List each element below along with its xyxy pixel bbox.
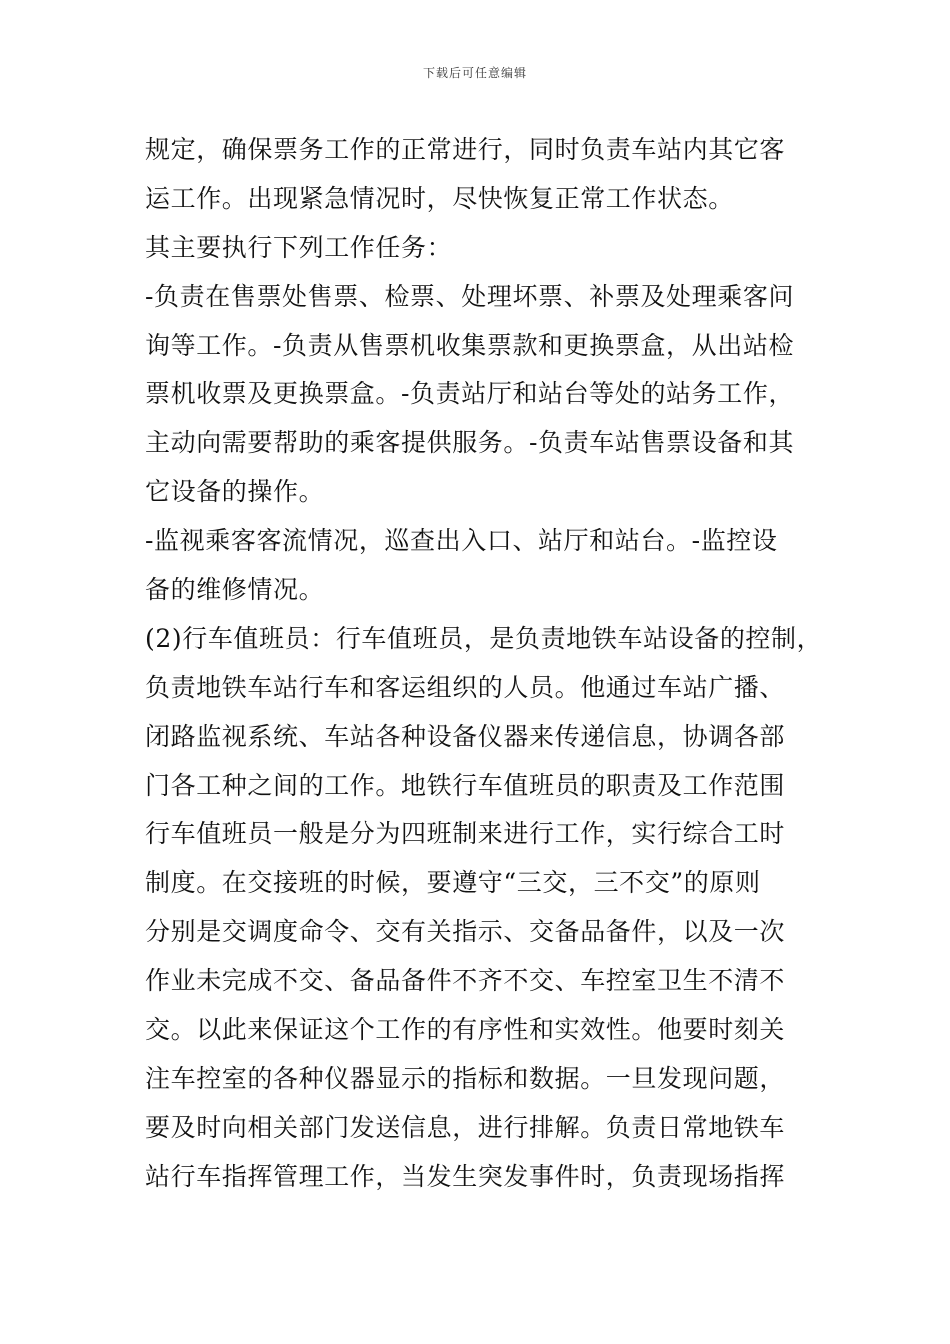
text-line: 制度。在交接班的时候，要遵守“三交，三不交”的原则 xyxy=(145,868,761,898)
text-line: 备的维修情况。 xyxy=(145,575,325,605)
text-line: 它设备的操作。 xyxy=(145,477,325,507)
text-line: 负责地铁车站行车和客运组织的人员。他通过车站广播、 xyxy=(145,672,786,702)
text-line: 作业未完成不交、备品备件不齐不交、车控室卫生不清不 xyxy=(145,966,786,996)
text-line: 分别是交调度命令、交有关指示、交备品备件，以及一次 xyxy=(145,917,786,947)
text-line: 闭路监视系统、车站各种设备仪器来传递信息，协调各部 xyxy=(145,721,786,751)
text-line: 站行车指挥管理工作，当发生突发事件时，负责现场指挥 xyxy=(145,1161,786,1191)
text-line: (2)行车值班员：行车值班员，是负责地铁车站设备的控制， xyxy=(145,623,823,653)
text-line: 注车控室的各种仪器显示的指标和数据。一旦发现问题， xyxy=(145,1063,786,1093)
text-line: 其主要执行下列工作任务： xyxy=(145,232,453,262)
text-line: 交。以此来保证这个工作的有序性和实效性。他要时刻关 xyxy=(145,1015,786,1045)
text-line: 主动向需要帮助的乘客提供服务。-负责车站售票设备和其 xyxy=(145,428,795,458)
body-text xyxy=(145,126,825,1202)
text-line: 票机收票及更换票盒。-负责站厅和站台等处的站务工作， xyxy=(145,379,795,409)
text-line: 行车值班员一般是分为四班制来进行工作，实行综合工时 xyxy=(145,819,786,849)
text-line: -监视乘客客流情况，巡查出入口、站厅和站台。-监控设 xyxy=(145,526,778,556)
text-line: 要及时向相关部门发送信息，进行排解。负责日常地铁车 xyxy=(145,1112,786,1142)
text-line: -负责在售票处售票、检票、处理坏票、补票及处理乘客问 xyxy=(145,281,795,311)
text-line: 门各工种之间的工作。地铁行车值班员的职责及工作范围 xyxy=(145,770,786,800)
text-line: 规定，确保票务工作的正常进行，同时负责车站内其它客 xyxy=(145,135,786,164)
text-line: 询等工作。-负责从售票机收集票款和更换票盒，从出站检 xyxy=(145,330,795,360)
page-header: 下载后可任意编辑 xyxy=(422,66,527,80)
text-line: 运工作。出现紧急情况时，尽快恢复正常工作状态。 xyxy=(145,183,734,213)
